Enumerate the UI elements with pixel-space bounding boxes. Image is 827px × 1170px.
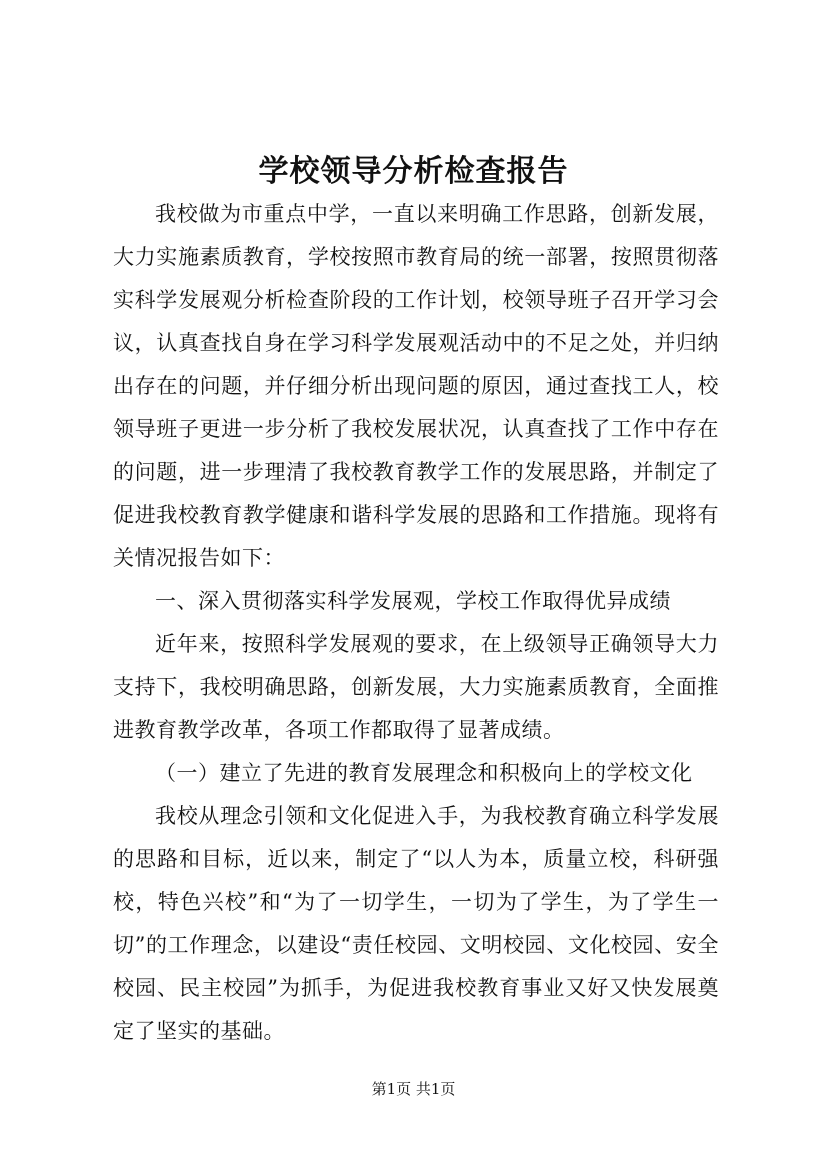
subsection-heading-1: （一）建立了先进的教育发展理念和积极向上的学校文化 [155, 761, 693, 785]
subsection-1-paragraph: 我校从理念引领和文化促进入手，为我校教育确立科学发展的思路和目标，近以来，制定了“以人为本，质量立校，科研强校，特色兴校”和“为了一切学生，一切为了学生，为了学生一切”的工作理念，以建设“责任校园、文明校园、文化校园、安全校园、民主校园”为抓手，为促进我校教育事业又好又快发展奠定了坚实的基础。 [113, 804, 719, 1043]
section-1-paragraph: 近年来，按照科学发展观的要求，在上级领导正确领导大力支持下，我校明确思路，创新发展，大力实施素质教育，全面推进教育教学改革，各项工作都取得了显著成绩。 [113, 632, 719, 742]
document-body [113, 193, 719, 1053]
section-heading-1: 一、深入贯彻落实科学发展观，学校工作取得优异成绩 [155, 589, 671, 613]
document-title: 学校领导分析检查报告 [258, 154, 569, 189]
intro-paragraph: 我校做为市重点中学，一直以来明确工作思路，创新发展，大力实施素质教育，学校按照市教育局的统一部署，按照贯彻落实科学发展观分析检查阶段的工作计划，校领导班子召开学习会议，认真查找自身在学习科学发展观活动中的不足之处，并归纳出存在的问题，并仔细分析出现问题的原因，通过查找工人，校领导班子更进一步分析了我校发展状况，认真查找了工作中存在的问题，进一步理清了我校教育教学工作的发展思路，并制定了促进我校教育教学健康和谐科学发展的思路和工作措施。现将有关情况报告如下： [113, 202, 719, 570]
page-footer: 第1页 共1页 [371, 1080, 456, 1098]
